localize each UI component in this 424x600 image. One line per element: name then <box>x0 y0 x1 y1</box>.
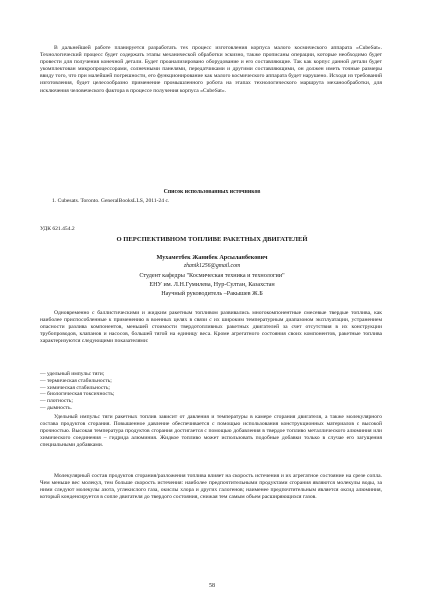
article-paragraph-2: Удельный импульс тяги ракетных топлив зависит от давления и температуры в камере сгорания двигателя, а также молекулярного состава продуктов сгорания. Повышенное давление обеспечивается с помощью использования конструкционных материалов с высокой прочностью. Высокая температура продуктов сгорания достигается с помощью добавления в твердое топливо металлического алюминия или химического соединения – гидрида алюминия. Жидкое топливо может использовать подобные добавки только в случае его загущения специальными добавками. <box>40 414 382 449</box>
list-item: — биологическая токсичность; <box>40 391 115 398</box>
list-item: — удельный импульс тяги; <box>40 371 105 377</box>
list-item: — термическая стабильность; <box>40 377 112 384</box>
list-item: — плотность; <box>40 398 73 405</box>
affiliation-line-2: ЕНУ им. Л.Н.Гумилева, Нур-Султан, Казахстан <box>149 281 275 288</box>
indicator-list <box>40 371 382 412</box>
affiliation-line-1: Студент кафедры "Космическая техника и технологии" <box>139 272 285 279</box>
article-paragraph-3: Молекулярный состав продуктов сгорания/разложения топлива влияет на скорость истечения и их агрегатное состояние на срезе сопла. Чем меньше вес молекул, тем больше скорость истечения: наиболее предпочтительными продуктами сгорания являются молекулы воды, за ними следуют молекулы азота, углекислого газа, окислы хлора и других галогенов; наименее предпочтительным является оксид алюминия, который конденсируется в сопле двигателя до твердого состояния, снижая тем самым объем расширяющихся газов. <box>40 473 382 501</box>
article-title: О ПЕРСПЕКТИВНОМ ТОПЛИВЕ РАКЕТНЫХ ДВИГАТЕЛЕЙ <box>116 236 308 243</box>
supervisor: Научный руководитель –Ракышев Ж.Б <box>161 290 263 297</box>
list-item: — химическая стабильность; <box>40 384 110 391</box>
author-email: zhanik1256@gmail.com <box>183 263 241 269</box>
references-heading: Список использованных источников <box>163 189 261 195</box>
reference-item: 1. Cubesats. Toronto. GeneralBooksLLS, 2011-24 с. <box>52 198 170 204</box>
intro-paragraph: В дальнейшей работе планируется разработать тех процесс изготовления корпуса малого космического аппарата «CubeSat». Технологический процесс будет содержать этапы механической обработки эскизно, также прописаны операции, которые необходимо будет провести для получения конечной детали. Будет проанализировано оборудование и его составляющие. Так как корпус данной детали будет укомплектован микропроцессорами, солнечными панелями, передатчиками и другими составляющими, он должен иметь точные размеры ввиду того, что при малейшей погрешности, его функционирование как малого космического аппарата будет нарушено. Исходя из требований изготовления, будет целесообразно применение промышленного робота на этапах технологического маршрута механообработки, для исключения человеческого фактора в процессе получения корпуса «CubeSat». <box>40 45 382 94</box>
udk-code: УДК 621.454.2 <box>40 226 75 232</box>
article-paragraph-1: Одновременно с баллистическими и жидким ракетным топливом развивались многокомпонентные смесевые твердые топлива, как наиболее приспособленные к применению в военных целях в связи с их широким температурным диапазоном эксплуатации, устранением опасности разлива компонентов, меньшей стоимости твердотопливных ракетных двигателей за счет отсутствия в их конструкции трубопроводов, клапанов и насосов, большей тягой на единицу веса. Кроме агрегатного состояния своих компонентов, ракетные топлива характеризуются следующими показателями: <box>40 310 382 345</box>
page-number: 58 <box>209 583 215 589</box>
list-item: — дымность. <box>40 404 72 411</box>
author-name: Мухаметбек Жанибек Арсыланбекович <box>156 254 268 261</box>
